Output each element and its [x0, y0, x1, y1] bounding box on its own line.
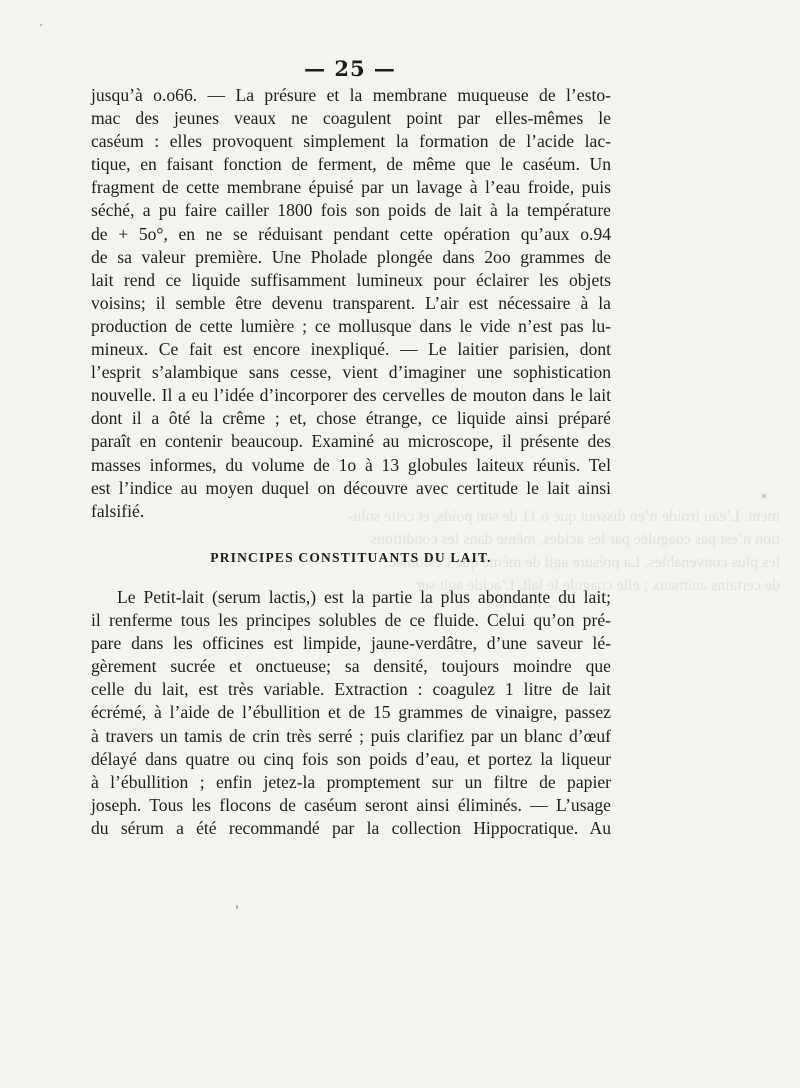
text-line: gèrement sucrée et onctueuse; sa densité, toujours moindre que — [91, 656, 611, 677]
bleed-line: ment. L’eau froide n’en dissout que o.11 de son poids, et cette solu- — [347, 508, 780, 525]
text-line: de + 5o°, en ne se réduisant pendant cette opération qu’aux o.94 — [91, 223, 611, 244]
paragraph-milk-coagulation — [91, 84, 611, 523]
text-line: caséum : elles provoquent simplement la formation de l’acide lac- — [91, 131, 611, 152]
bleed-line: de certains animaux ; elle coagule le lait. L’acide agit sur — [415, 577, 780, 594]
text-line: du sérum a été recommandé par la collection Hippocratique. Au — [91, 817, 611, 838]
text-line: séché, a pu faire cailler 1800 fois son poids de lait à la température — [91, 200, 611, 221]
text-line: production de cette lumière ; ce mollusque dans le vide n’est pas lu- — [91, 315, 611, 336]
bleed-line: les plus convenables. La présure agit de même que l’estomac — [389, 554, 780, 571]
text-line: écrémé, à l’aide de l’ébullition et de 15 grammes de vinaigre, passez — [91, 702, 611, 723]
bleed-line: tion n’est pas coagulée par les acides, même dans les conditions — [370, 531, 780, 548]
section-heading: PRINCIPES CONSTITUANTS DU LAIT. — [210, 550, 492, 565]
text-line: à l’ébullition ; enfin jetez-la promptement sur un filtre de papier — [91, 771, 611, 792]
text-line: celle du lait, est très variable. Extraction : coagulez 1 litre de lait — [91, 679, 611, 700]
text-line: de sa valeur première. Une Pholade plongée dans 2oo grammes de — [91, 246, 611, 267]
text-line: jusqu’à o.o66. — La présure et la membrane muqueuse de l’esto- — [91, 85, 611, 105]
text-line: délayé dans quatre ou cinq fois son poids d’eau, et portez la liqueur — [91, 748, 611, 769]
text-line: voisins; il semble être devenu transparent. L’air est nécessaire à la — [91, 292, 611, 313]
paper-speck — [40, 24, 42, 26]
text-line: masses informes, du volume de 1o à 13 globules laiteux réunis. Tel — [91, 454, 611, 475]
text-line: nouvelle. Il a eu l’idée d’incorporer des cervelles de mouton dans le lait — [91, 385, 611, 406]
text-line: pare dans les officines est limpide, jaune-verdâtre, d’une saveur lé- — [91, 633, 611, 654]
text-line: mineux. Ce fait est encore inexpliqué. — Le laitier parisien, dont — [91, 339, 611, 360]
text-line: joseph. Tous les flocons de caséum seront ainsi éliminés. — L’usage — [91, 794, 611, 815]
text-line: l’esprit s’alambique sans cesse, vient d’imaginer une sophistication — [91, 362, 611, 383]
text-line: falsifié. — [91, 500, 145, 521]
paper-speck — [762, 494, 766, 498]
page-number: — 25 — — [304, 56, 396, 81]
text-line: dont il a ôté la crême ; et, chose étrange, ce liquide ainsi préparé — [91, 408, 611, 429]
text-line: mac des jeunes veaux ne coagulent point par elles-mêmes le — [91, 108, 611, 129]
text-line: il renferme tous les principes solubles de ce fluide. Celui qu’on pré- — [91, 610, 611, 631]
paragraph-petit-lait — [91, 586, 611, 840]
paper-speck — [236, 905, 238, 909]
text-line: est l’indice au moyen duquel on découvre avec certitude le lait ainsi — [91, 477, 611, 498]
text-line: fragment de cette membrane épuisé par un lavage à l’eau froide, puis — [91, 177, 611, 198]
text-line: Le Petit-lait (serum lactis,) est la partie la plus abondante du lait; — [117, 587, 611, 607]
text-line: à travers un tamis de crin très serré ; puis clarifiez par un blanc d’œuf — [91, 725, 611, 746]
text-line: lait rend ce liquide suffisamment lumineux pour éclairer les objets — [91, 269, 611, 290]
text-line: paraît en contenir beaucoup. Examiné au microscope, il présente des — [91, 431, 611, 452]
text-line: tique, en faisant fonction de ferment, de même que le caséum. Un — [91, 154, 611, 175]
